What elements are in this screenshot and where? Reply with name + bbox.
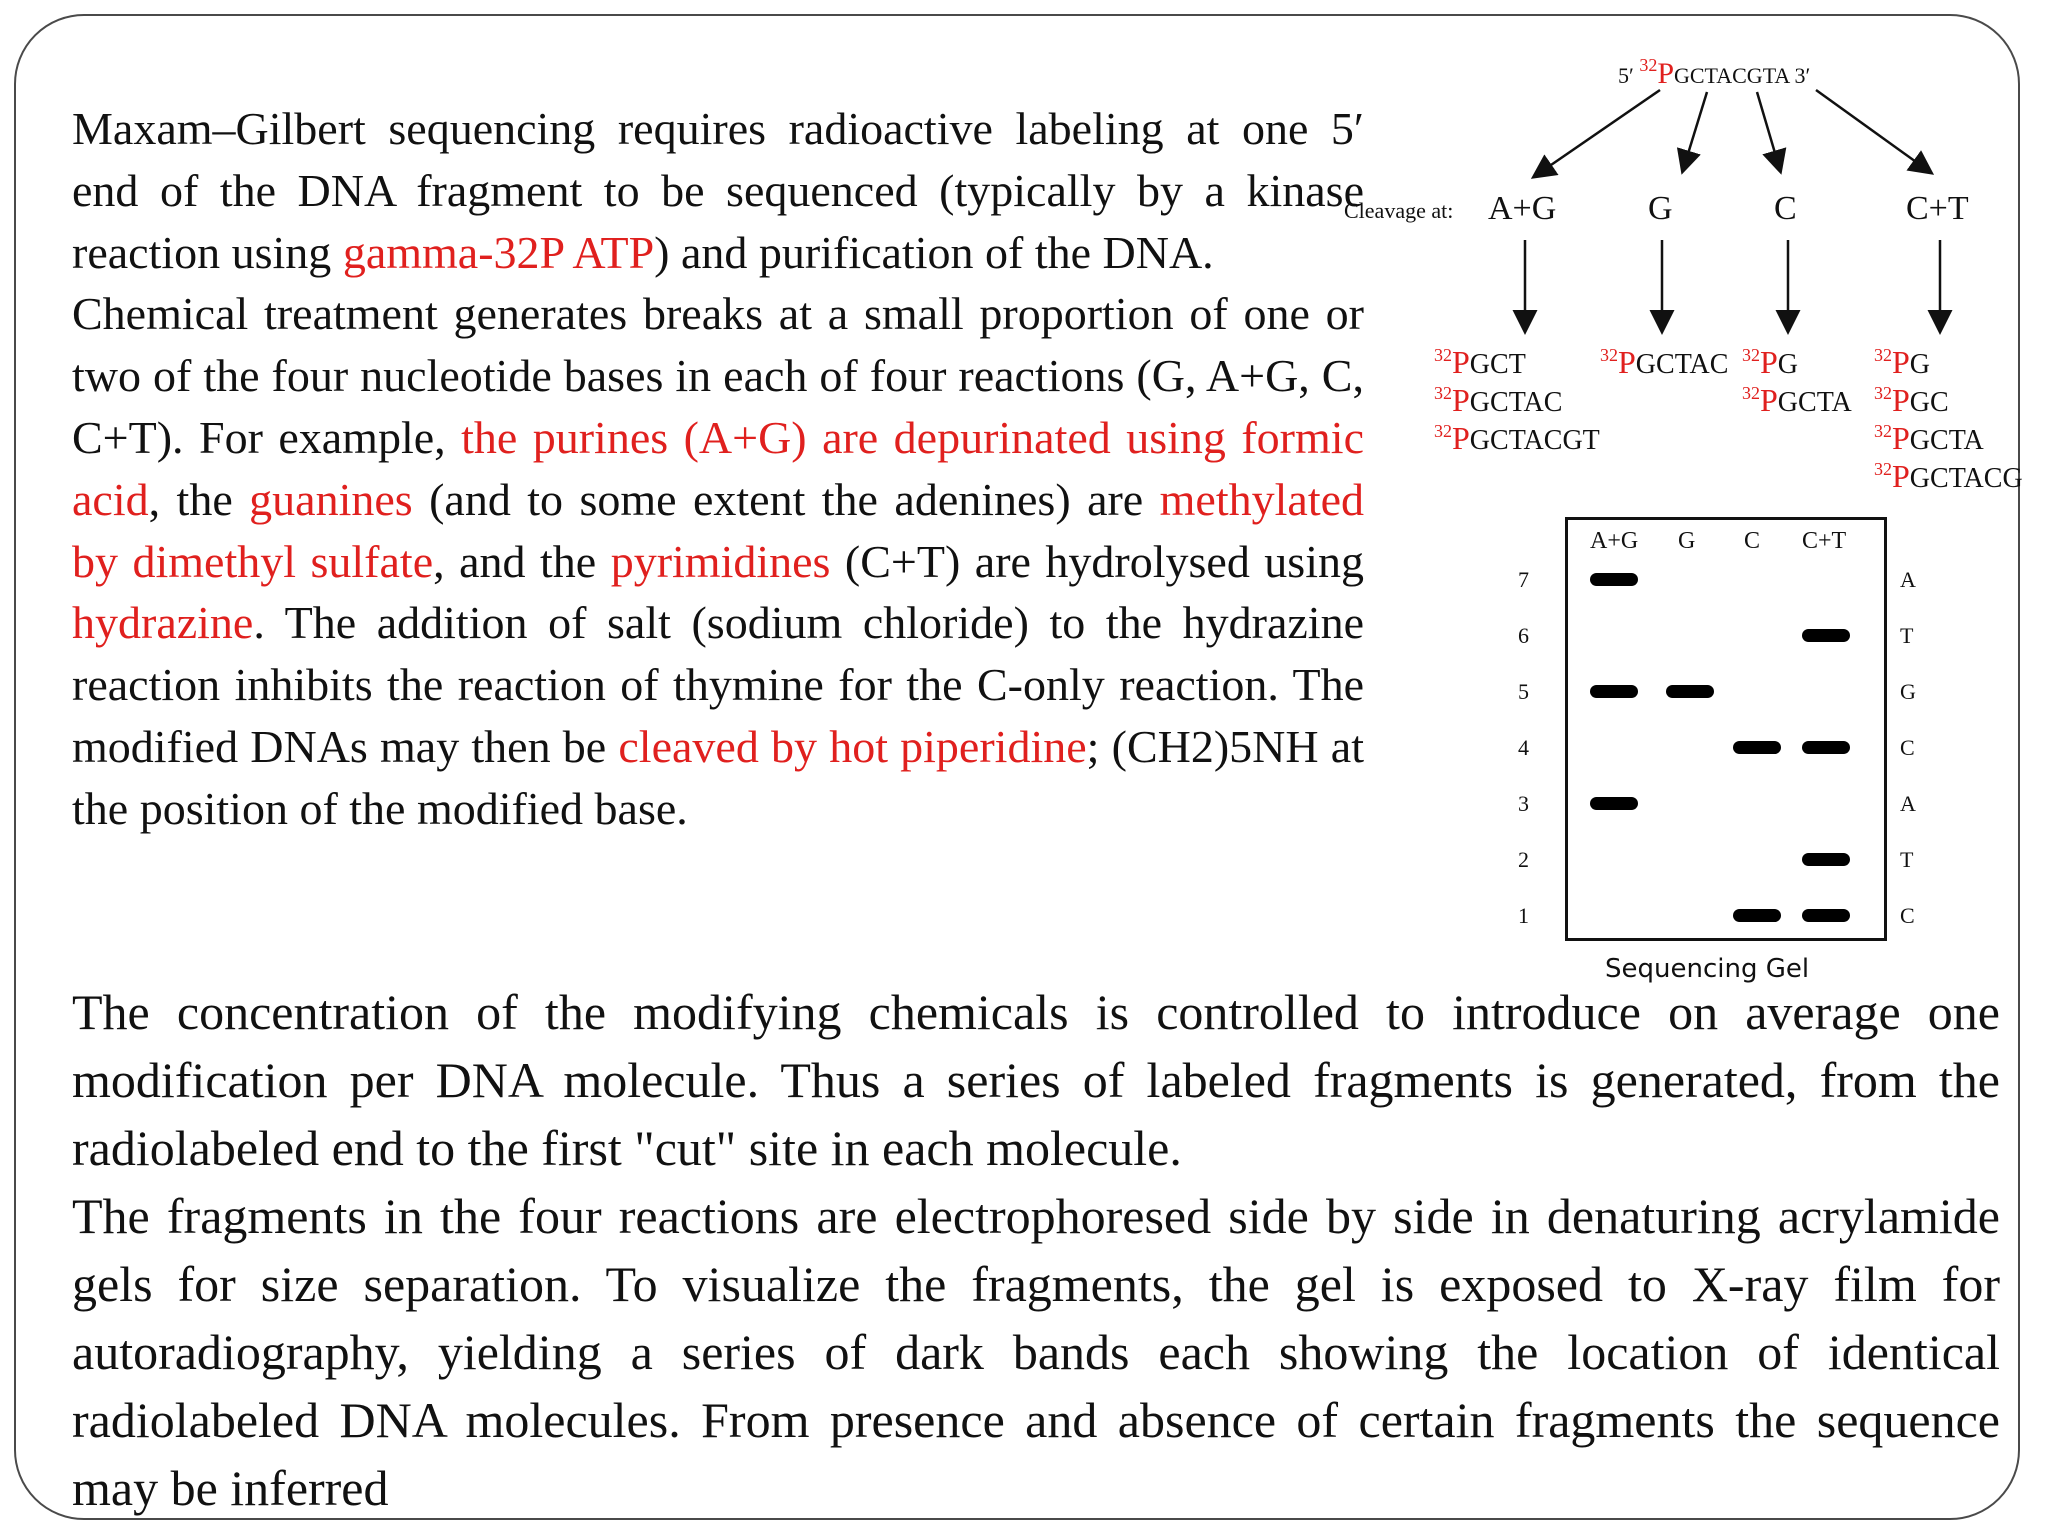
text-run: , and the <box>433 535 611 587</box>
lane-label-ct: C+T <box>1802 528 1847 554</box>
dna-sequence: GCTACGTA <box>1674 63 1790 88</box>
gel-band <box>1590 797 1638 810</box>
gel-base-letter: C <box>1900 903 1915 928</box>
text-run: ) and purification of the DNA. <box>654 226 1214 278</box>
category-ag: A+G <box>1488 190 1557 227</box>
phosphorus-label: P <box>1657 57 1674 90</box>
gel-base-letter: A <box>1900 567 1916 592</box>
gel-row-number: 6 <box>1518 623 1529 648</box>
isotope-superscript: 32 <box>1639 55 1658 75</box>
fragment-c-1: $^{32}$PG <box>1742 344 1799 380</box>
lane-label-g: G <box>1678 528 1696 554</box>
left-text-block <box>72 98 1364 840</box>
paragraph-chemical-treatment <box>72 283 1364 839</box>
five-prime-label: 5′ <box>1618 63 1634 88</box>
highlight-pyrimidines: pyrimidines <box>610 535 831 587</box>
gel-row-number: 3 <box>1518 791 1529 816</box>
gel-band <box>1590 685 1638 698</box>
gel-band <box>1802 629 1850 642</box>
fragment-ag-1: $^{32}$PGCT <box>1434 344 1526 380</box>
paragraph-labeling <box>72 98 1364 283</box>
highlight-gamma-atp: gamma-32P ATP <box>342 226 655 278</box>
gel-band <box>1733 741 1781 754</box>
text-run: ; (CH2)5NH at the position of the modified base. <box>72 720 1364 834</box>
gel-row-number: 2 <box>1518 847 1529 872</box>
gel-row-number: 1 <box>1518 903 1529 928</box>
highlight-guanines: guanines <box>249 473 413 525</box>
gel-base-letter: A <box>1900 791 1916 816</box>
fragment-ct-3: $^{32}$PGCTA <box>1874 420 1984 456</box>
gel-row-number: 4 <box>1518 735 1529 760</box>
highlight-purines: the purines (A+G) are depurinated using formic acid <box>72 411 1364 525</box>
text-run: Maxam–Gilbert sequencing requires radioactive labeling at one 5′ end of the DNA fragment to be sequenced (typically by a kinase reaction using <box>72 103 1364 278</box>
text-run: (C+T) are hydrolysed using <box>830 535 1364 587</box>
paragraph-electrophoresis: The fragments in the four reactions are electrophoresed side by side in denaturing acrylamide gels for size separation. To visualize the fragments, the gel is exposed to X-ray film for autoradiography, yielding a series of dark bands each showing the location of identical radiolabeled DNA molecules. From presence and absence of certain fragments the sequence may be inferred <box>72 1188 2000 1516</box>
fragment-ct-2: $^{32}$PGC <box>1874 382 1949 418</box>
text-run: (and to some extent the adenines) are <box>412 473 1160 525</box>
fragment-ag-2: $^{32}$PGCTAC <box>1434 382 1563 418</box>
fragment-ct-1: $^{32}$PG <box>1874 344 1931 380</box>
arrow-to-c <box>1757 92 1780 170</box>
gel-band <box>1802 741 1850 754</box>
gel-base-letter: C <box>1900 735 1915 760</box>
category-g: G <box>1648 190 1673 227</box>
text-run: . The addition of salt (sodium chloride) to the hydrazine reaction inhibits the reaction of thymine for the C-only reaction. The modified DNAs may then be <box>72 597 1364 772</box>
text-run: , the <box>148 473 250 525</box>
gel-band <box>1590 573 1638 586</box>
gel-band <box>1733 909 1781 922</box>
gel-base-letter: G <box>1900 679 1916 704</box>
arrow-to-ct <box>1816 90 1930 172</box>
gel-band <box>1802 909 1850 922</box>
fragment-ct-4: $^{32}$PGCTACG <box>1874 458 2023 494</box>
arrow-to-ag <box>1535 90 1660 176</box>
gel-caption: Sequencing Gel <box>1605 954 1810 984</box>
gel-base-letter: T <box>1900 623 1914 648</box>
category-c: C <box>1774 190 1797 227</box>
gel-band <box>1666 685 1714 698</box>
arrow-to-g <box>1683 92 1707 170</box>
fragment-g-1: $^{32}$PGCTAC <box>1600 344 1729 380</box>
paragraph-concentration: The concentration of the modifying chemicals is controlled to introduce on average one modification per DNA molecule. Thus a series of labeled fragments is generated, from the radiolabeled end to the first "cut" site in each molecule. <box>72 984 2000 1176</box>
text-run: Chemical treatment generates breaks at a small proportion of one or two of the four nucleotide bases in each of four reactions (G, A+G, C, C+T). For example, <box>72 288 1364 463</box>
labeled-sequence <box>1618 56 1810 89</box>
fragment-c-2: $^{32}$PGCTA <box>1742 382 1852 418</box>
highlight-hydrazine: hydrazine <box>72 597 254 649</box>
highlight-methylated: methylated by dimethyl sulfate <box>72 473 1365 587</box>
three-prime-label: 3′ <box>1794 63 1811 88</box>
category-ct: C+T <box>1906 190 1969 227</box>
highlight-piperidine: cleaved by hot piperidine <box>618 720 1087 772</box>
bottom-text-block <box>72 978 2000 1522</box>
gel-band <box>1802 853 1850 866</box>
fragment-ag-3: $^{32}$PGCTACGT <box>1434 420 1600 456</box>
cleavage-label: Cleavage at: <box>1344 198 1454 223</box>
gel-base-letter: T <box>1900 847 1914 872</box>
gel-row-number: 7 <box>1518 567 1529 592</box>
gel-row-number: 5 <box>1518 679 1529 704</box>
lane-label-c: C <box>1744 528 1761 554</box>
lane-label-ag: A+G <box>1590 528 1639 554</box>
